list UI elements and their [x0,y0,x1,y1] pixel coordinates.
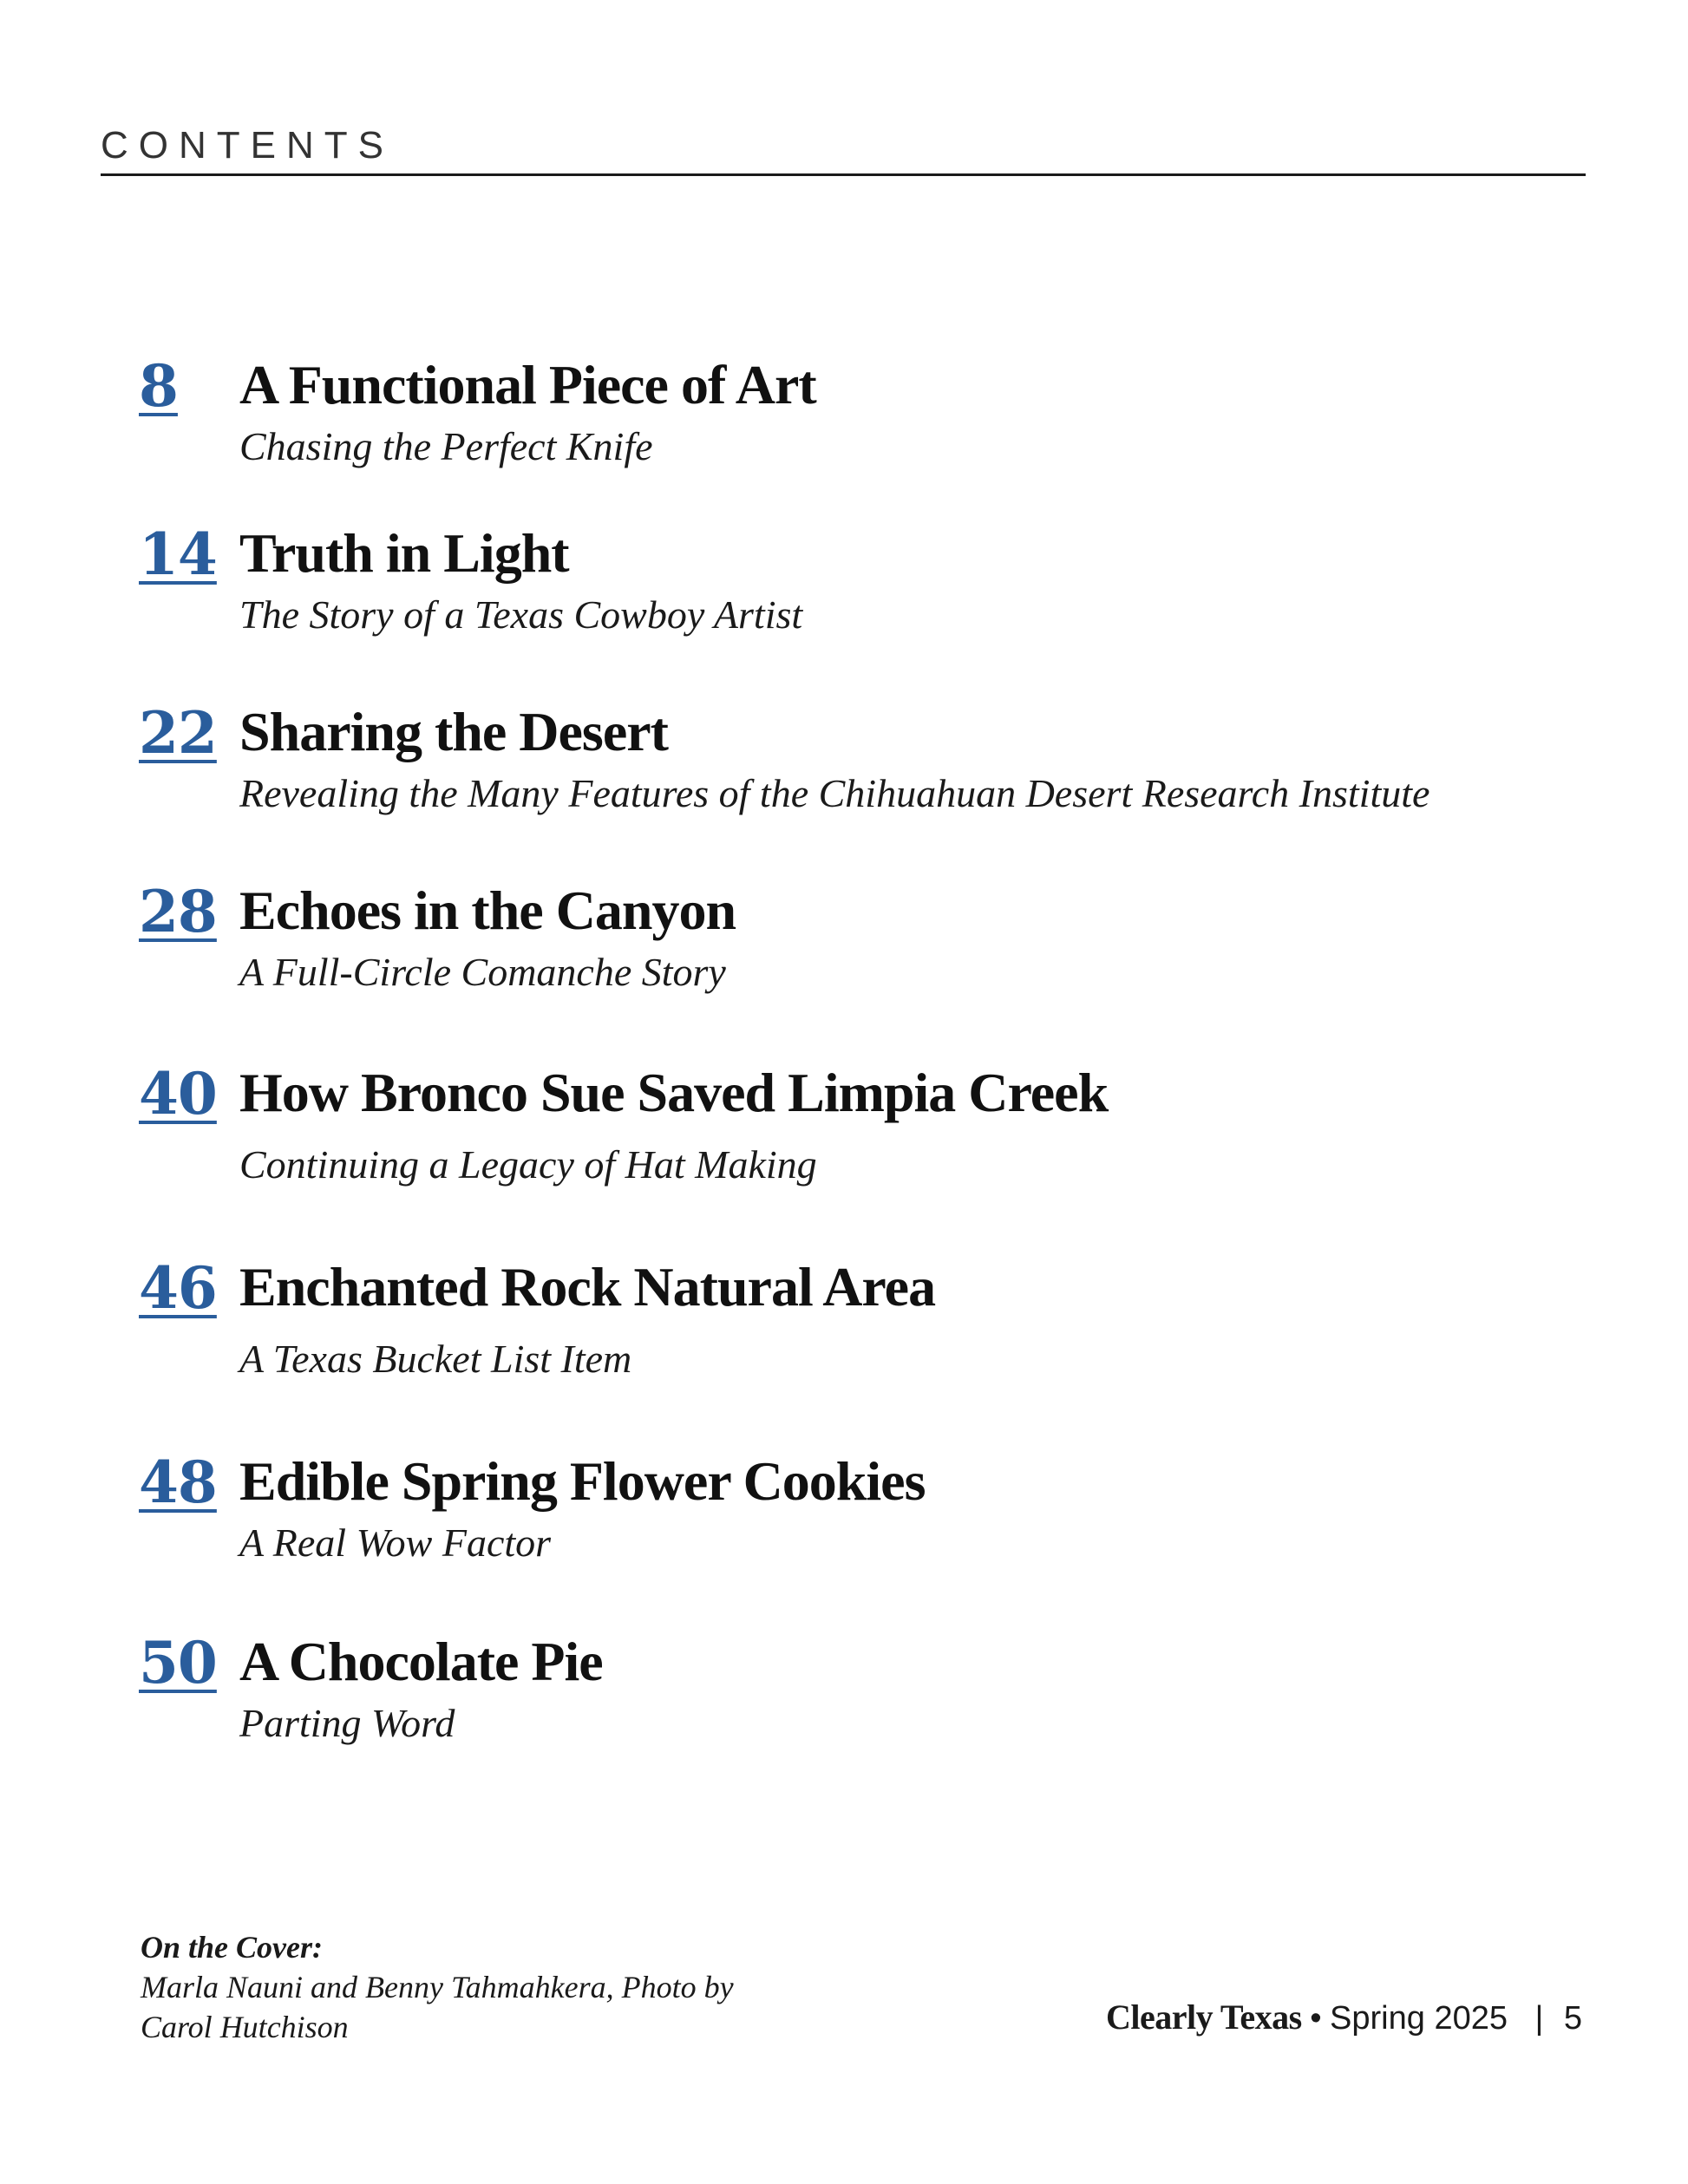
toc-page-number[interactable]: 28 [139,878,217,945]
toc-title: Enchanted Rock Natural Area [239,1256,936,1318]
cover-credit-line: Marla Nauni and Benny Tahmahkera, Photo by [141,1970,734,2004]
issue-season: Spring 2025 [1330,2000,1508,2037]
pipe-separator: | [1534,2000,1544,2037]
toc-page-number[interactable]: 40 [139,1060,217,1128]
toc-subtitle: Revealing the Many Features of the Chihuahuan Desert Research Institute [239,771,1430,815]
toc-page-number[interactable]: 46 [139,1254,217,1322]
toc-page-number[interactable]: 14 [139,520,217,588]
toc-title: How Bronco Sue Saved Limpia Creek [239,1062,1109,1123]
page-footer [1106,2000,1582,2035]
toc-page-number[interactable]: 22 [139,699,217,767]
toc-title: A Chocolate Pie [239,1631,603,1692]
toc-subtitle: Parting Word [239,1701,455,1745]
toc-subtitle: Continuing a Legacy of Hat Making [239,1142,817,1187]
bullet-separator: • [1310,2000,1322,2037]
toc-page-number[interactable]: 8 [139,352,178,420]
toc-page-number[interactable]: 48 [139,1448,217,1516]
toc-subtitle: A Full-Circle Comanche Story [239,950,726,994]
toc-subtitle: The Story of a Texas Cowboy Artist [239,592,803,637]
toc-title: Truth in Light [239,522,569,584]
toc-subtitle: Chasing the Perfect Knife [239,424,653,468]
magazine-name: Clearly Texas [1106,1998,1302,2037]
toc-title: Sharing the Desert [239,701,668,762]
toc-title: Edible Spring Flower Cookies [239,1450,926,1512]
toc-subtitle: A Real Wow Factor [239,1520,552,1565]
page-number: 5 [1563,2000,1582,2037]
cover-credit-heading: On the Cover: [141,1930,323,1965]
contents-heading: CONTENTS [101,124,394,167]
toc-subtitle: A Texas Bucket List Item [239,1337,632,1381]
cover-credit-line: Carol Hutchison [141,2010,349,2044]
toc-title: Echoes in the Canyon [239,879,736,941]
header-divider [101,173,1586,176]
cover-credit [141,1927,800,2047]
toc-page-number[interactable]: 50 [139,1629,217,1697]
toc-title: A Functional Piece of Art [239,354,816,415]
